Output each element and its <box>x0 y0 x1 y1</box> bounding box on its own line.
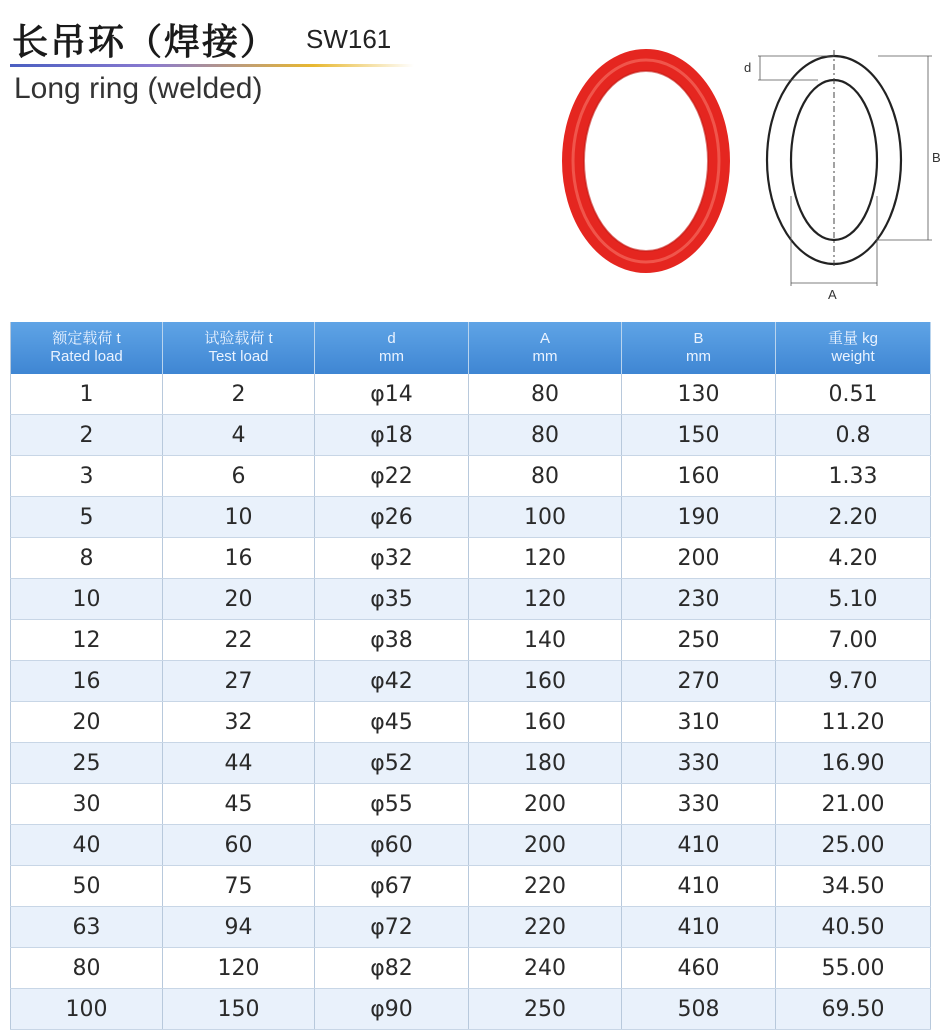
table-cell: 508 <box>622 989 776 1030</box>
table-cell: φ18 <box>315 415 469 456</box>
table-cell: 150 <box>163 989 315 1030</box>
table-cell: φ26 <box>315 497 469 538</box>
table-cell: 55.00 <box>776 948 931 989</box>
table-cell: 270 <box>622 661 776 702</box>
table-cell: 120 <box>469 538 622 579</box>
table-row <box>11 907 931 948</box>
table-cell: 150 <box>622 415 776 456</box>
column-header <box>776 322 931 374</box>
column-header <box>469 322 622 374</box>
table-cell: 10 <box>163 497 315 538</box>
table-cell: 200 <box>469 825 622 866</box>
table-cell: 16.90 <box>776 743 931 784</box>
table-cell: 80 <box>469 456 622 497</box>
table-cell: 40.50 <box>776 907 931 948</box>
table-cell: 330 <box>622 743 776 784</box>
table-header-row <box>11 322 931 374</box>
table-cell: 16 <box>11 661 163 702</box>
table-cell: 160 <box>469 661 622 702</box>
table-cell: φ14 <box>315 374 469 415</box>
table-row <box>11 743 931 784</box>
table-cell: φ45 <box>315 702 469 743</box>
table-row <box>11 702 931 743</box>
table-cell: 460 <box>622 948 776 989</box>
table-cell: φ72 <box>315 907 469 948</box>
table-cell: 250 <box>469 989 622 1030</box>
table-cell: 0.51 <box>776 374 931 415</box>
table-cell: 40 <box>11 825 163 866</box>
table-cell: 3 <box>11 456 163 497</box>
table-cell: 20 <box>163 579 315 620</box>
table-cell: 32 <box>163 702 315 743</box>
table-cell: 21.00 <box>776 784 931 825</box>
table-row <box>11 661 931 702</box>
column-header-line1: d <box>387 330 396 347</box>
column-header-line2: mm <box>686 348 711 365</box>
table-cell: φ35 <box>315 579 469 620</box>
column-header-line2: mm <box>532 348 558 365</box>
table-cell: 220 <box>469 907 622 948</box>
table-cell: 330 <box>622 784 776 825</box>
table-cell: 30 <box>11 784 163 825</box>
table-cell: 27 <box>163 661 315 702</box>
table-row <box>11 415 931 456</box>
table-cell: 45 <box>163 784 315 825</box>
table-cell: 410 <box>622 825 776 866</box>
table-cell: 11.20 <box>776 702 931 743</box>
table-cell: 44 <box>163 743 315 784</box>
table-cell: φ67 <box>315 866 469 907</box>
table-cell: 100 <box>11 989 163 1030</box>
table-cell: 34.50 <box>776 866 931 907</box>
table-cell: φ38 <box>315 620 469 661</box>
table-cell: 240 <box>469 948 622 989</box>
table-cell: 1.33 <box>776 456 931 497</box>
table-row <box>11 989 931 1030</box>
table-cell: 160 <box>622 456 776 497</box>
table-cell: 22 <box>163 620 315 661</box>
table-cell: φ42 <box>315 661 469 702</box>
page-title-en: Long ring (welded) <box>14 72 263 105</box>
table-cell: 1 <box>11 374 163 415</box>
table-cell: 2 <box>11 415 163 456</box>
table-cell: 12 <box>11 620 163 661</box>
table-cell: 75 <box>163 866 315 907</box>
table-cell: φ90 <box>315 989 469 1030</box>
table-cell: 63 <box>11 907 163 948</box>
table-cell: 20 <box>11 702 163 743</box>
column-header <box>315 322 469 374</box>
table-cell: 6 <box>163 456 315 497</box>
ring-inner-outline <box>791 80 877 240</box>
table-row <box>11 497 931 538</box>
table-cell: 2 <box>163 374 315 415</box>
table-cell: 80 <box>469 415 622 456</box>
table-cell: φ22 <box>315 456 469 497</box>
dimension-label-d: d <box>744 60 752 75</box>
table-cell: 0.8 <box>776 415 931 456</box>
column-header <box>11 322 163 374</box>
table-cell: 5 <box>11 497 163 538</box>
table-cell: 94 <box>163 907 315 948</box>
table-cell: 9.70 <box>776 661 931 702</box>
table-cell: 25 <box>11 743 163 784</box>
table-cell: 100 <box>469 497 622 538</box>
table-cell: 160 <box>469 702 622 743</box>
table-cell: φ60 <box>315 825 469 866</box>
table-cell: φ32 <box>315 538 469 579</box>
column-header-line1: B <box>693 330 704 347</box>
column-header <box>622 322 776 374</box>
table-row <box>11 620 931 661</box>
table-cell: 140 <box>469 620 622 661</box>
table-cell: 190 <box>622 497 776 538</box>
table-cell: 120 <box>163 948 315 989</box>
table-cell: 80 <box>469 374 622 415</box>
column-header-line1: A <box>539 330 550 347</box>
table-cell: 200 <box>622 538 776 579</box>
table-row <box>11 825 931 866</box>
table-cell: 120 <box>469 579 622 620</box>
column-header-line2: weight <box>831 348 875 365</box>
column-header-line1: 试验载荷 t <box>204 330 273 347</box>
table-cell: 310 <box>622 702 776 743</box>
dimension-label-a: A <box>828 287 837 302</box>
table-cell: 410 <box>622 907 776 948</box>
column-header <box>163 322 315 374</box>
table-cell: 4 <box>163 415 315 456</box>
page-title-cn: 长吊环（焊接） <box>12 22 279 63</box>
table-cell: 80 <box>11 948 163 989</box>
table-cell: 4.20 <box>776 538 931 579</box>
table-cell: 410 <box>622 866 776 907</box>
spec-table <box>10 322 931 1030</box>
table-body <box>11 374 931 1030</box>
column-header-line2: mm <box>379 348 404 365</box>
dimension-label-b: B <box>932 150 941 165</box>
table-cell: 250 <box>622 620 776 661</box>
table-cell: 60 <box>163 825 315 866</box>
table-row <box>11 374 931 415</box>
table-cell: 69.50 <box>776 989 931 1030</box>
product-code: SW161 <box>306 24 392 54</box>
table-cell: 10 <box>11 579 163 620</box>
table-cell: 2.20 <box>776 497 931 538</box>
table-row <box>11 866 931 907</box>
table-row <box>11 456 931 497</box>
title-underline <box>10 64 414 67</box>
table-row <box>11 784 931 825</box>
table-cell: φ52 <box>315 743 469 784</box>
column-header-line2: Rated load <box>50 348 123 365</box>
table-cell: 16 <box>163 538 315 579</box>
table-cell: 50 <box>11 866 163 907</box>
table-cell: 130 <box>622 374 776 415</box>
table-cell: 200 <box>469 784 622 825</box>
column-header-line1: 重量 kg <box>827 330 878 347</box>
table-cell: 5.10 <box>776 579 931 620</box>
table-cell: 230 <box>622 579 776 620</box>
column-header-line1: 额定载荷 t <box>52 330 121 347</box>
table-cell: 25.00 <box>776 825 931 866</box>
table-row <box>11 579 931 620</box>
table-cell: 180 <box>469 743 622 784</box>
table-cell: φ55 <box>315 784 469 825</box>
ring-dimension-drawing <box>738 46 944 302</box>
table-row <box>11 948 931 989</box>
table-cell: φ82 <box>315 948 469 989</box>
table-cell: 220 <box>469 866 622 907</box>
table-row <box>11 538 931 579</box>
ring-photo-icon <box>560 48 732 274</box>
column-header-line2: Test load <box>208 348 269 365</box>
table-cell: 7.00 <box>776 620 931 661</box>
table-cell: 8 <box>11 538 163 579</box>
